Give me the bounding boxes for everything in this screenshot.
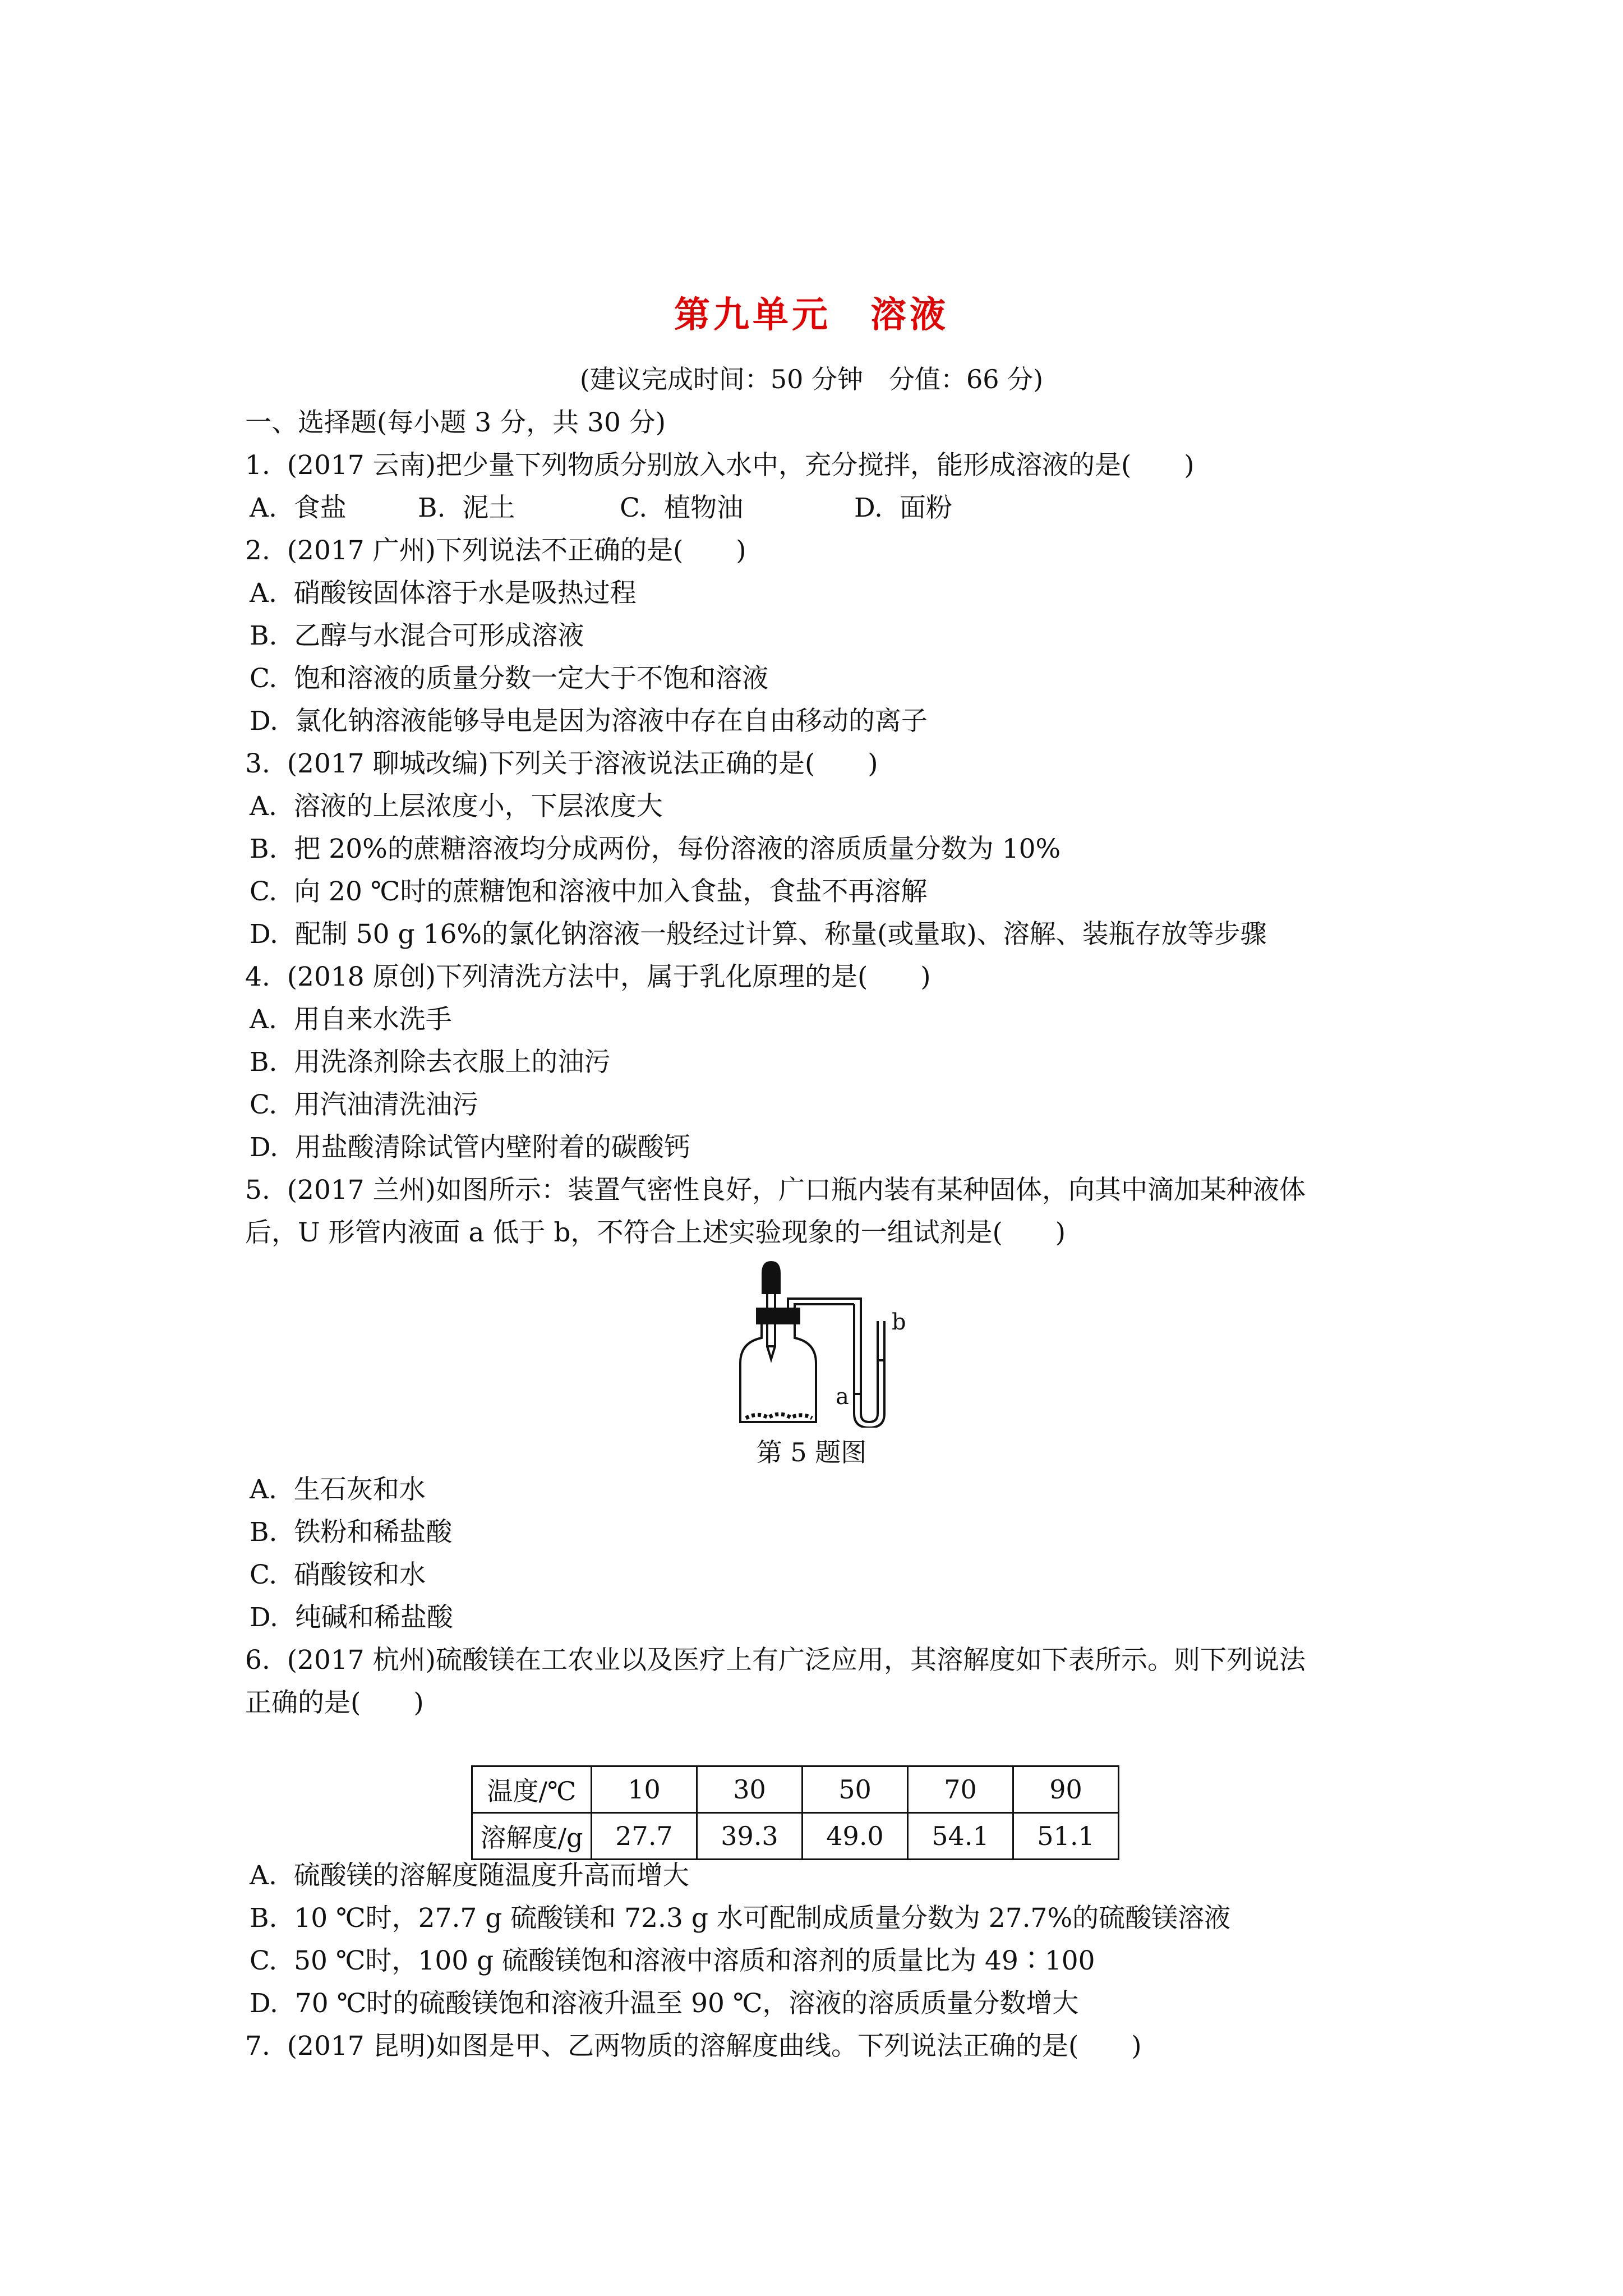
q5-stem-line2: 后，U 形管内液面 a 低于 b，不符合上述实验现象的一组试剂是( ) bbox=[245, 1217, 1066, 1248]
table-row bbox=[472, 1766, 1119, 1813]
q5-option-a: A. 生石灰和水 bbox=[250, 1474, 426, 1505]
q5-option-c: C. 硝酸铵和水 bbox=[250, 1559, 426, 1590]
figure-label-a: a bbox=[836, 1384, 849, 1410]
q2-option-c: C. 饱和溶液的质量分数一定大于不饱和溶液 bbox=[250, 663, 769, 694]
figure-label-b: b bbox=[892, 1309, 906, 1335]
table-cell: 30 bbox=[697, 1766, 803, 1813]
q2-option-d: D. 氯化钠溶液能够导电是因为溶液中存在自由移动的离子 bbox=[250, 706, 928, 737]
section-heading: 一、选择题(每小题 3 分，共 30 分) bbox=[245, 407, 666, 438]
q2-option-b: B. 乙醇与水混合可形成溶液 bbox=[250, 620, 584, 651]
table-cell: 10 bbox=[592, 1766, 697, 1813]
q1-option-d: D. 面粉 bbox=[854, 493, 952, 523]
q4-option-b: B. 用洗涤剂除去衣服上的油污 bbox=[250, 1047, 611, 1078]
q5-option-b: B. 铁粉和稀盐酸 bbox=[250, 1517, 453, 1548]
q3-option-a: A. 溶液的上层浓度小，下层浓度大 bbox=[250, 791, 663, 822]
q4-stem: 4. (2018 原创)下列清洗方法中，属于乳化原理的是( ) bbox=[245, 961, 931, 992]
figure-caption: 第 5 题图 bbox=[756, 1437, 867, 1467]
q3-option-d: D. 配制 50 g 16%的氯化钠溶液一般经过计算、称量(或量取)、溶解、装瓶存放等步骤 bbox=[250, 919, 1267, 950]
table-row bbox=[472, 1813, 1119, 1860]
table-cell: 50 bbox=[803, 1766, 908, 1813]
q4-option-c: C. 用汽油清洗油污 bbox=[250, 1089, 479, 1120]
table-cell: 70 bbox=[908, 1766, 1013, 1813]
table-header-solubility: 溶解度/g bbox=[472, 1813, 592, 1860]
q6-option-c: C. 50 ℃时，100 g 硫酸镁饱和溶液中溶质和溶剂的质量比为 49∶100 bbox=[250, 1945, 1095, 1976]
solubility-table bbox=[471, 1765, 1119, 1860]
q6-stem-line2: 正确的是( ) bbox=[245, 1687, 424, 1718]
table-cell: 54.1 bbox=[908, 1813, 1013, 1860]
page-subtitle: (建议完成时间：50 分钟 分值：66 分) bbox=[579, 364, 1044, 394]
q6-option-b: B. 10 ℃时，27.7 g 硫酸镁和 72.3 g 水可配制成质量分数为 27.7%的硫酸镁溶液 bbox=[250, 1903, 1231, 1934]
table-cell: 90 bbox=[1013, 1766, 1119, 1813]
q7-stem: 7. (2017 昆明)如图是甲、乙两物质的溶解度曲线。下列说法正确的是( ) bbox=[245, 2031, 1142, 2062]
q3-option-b: B. 把 20%的蔗糖溶液均分成两份，每份溶液的溶质质量分数为 10% bbox=[250, 834, 1061, 864]
q1-option-a: A. 食盐 bbox=[250, 493, 347, 523]
q1-stem: 1. (2017 云南)把少量下列物质分别放入水中，充分搅拌，能形成溶液的是( ) bbox=[245, 450, 1195, 481]
q4-option-a: A. 用自来水洗手 bbox=[250, 1004, 452, 1035]
q6-stem-line1: 6. (2017 杭州)硫酸镁在工农业以及医疗上有广泛应用，其溶解度如下表所示。则下列说法 bbox=[245, 1645, 1306, 1676]
q3-option-c: C. 向 20 ℃时的蔗糖饱和溶液中加入食盐，食盐不再溶解 bbox=[250, 876, 928, 907]
q1-option-c: C. 植物油 bbox=[620, 493, 744, 523]
q6-option-a: A. 硫酸镁的溶解度随温度升高而增大 bbox=[250, 1860, 689, 1891]
q3-stem: 3. (2017 聊城改编)下列关于溶液说法正确的是( ) bbox=[245, 748, 878, 779]
q6-option-d: D. 70 ℃时的硫酸镁饱和溶液升温至 90 ℃，溶液的溶质质量分数增大 bbox=[250, 1988, 1079, 2019]
q2-option-a: A. 硝酸铵固体溶于水是吸热过程 bbox=[250, 578, 637, 609]
q5-option-d: D. 纯碱和稀盐酸 bbox=[250, 1602, 453, 1633]
table-header-temperature: 温度/℃ bbox=[472, 1766, 592, 1813]
q1-option-b: B. 泥土 bbox=[418, 493, 515, 523]
apparatus-figure bbox=[723, 1259, 914, 1428]
table-cell: 49.0 bbox=[803, 1813, 908, 1860]
q2-stem: 2. (2017 广州)下列说法不正确的是( ) bbox=[245, 535, 746, 566]
table-cell: 27.7 bbox=[592, 1813, 697, 1860]
page-title: 第九单元 溶液 bbox=[674, 295, 949, 336]
q4-option-d: D. 用盐酸清除试管内壁附着的碳酸钙 bbox=[250, 1132, 690, 1163]
table-cell: 51.1 bbox=[1013, 1813, 1119, 1860]
q5-stem-line1: 5. (2017 兰州)如图所示：装置气密性良好，广口瓶内装有某种固体，向其中滴加某种液体 bbox=[245, 1175, 1306, 1205]
table-cell: 39.3 bbox=[697, 1813, 803, 1860]
